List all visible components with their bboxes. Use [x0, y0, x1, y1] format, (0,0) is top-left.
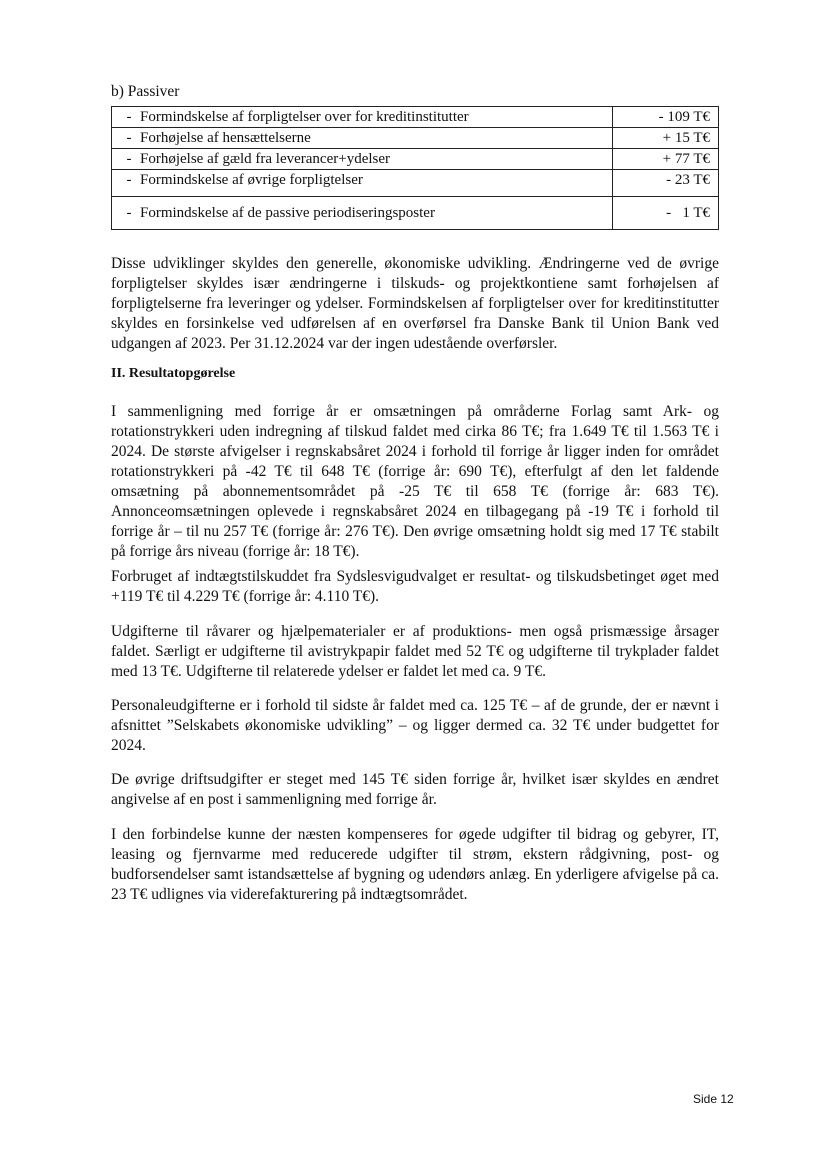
section-heading-resultatopgoerelse: II. Resultatopgørelse [111, 366, 236, 381]
table-cell-value: - 23 T€ [613, 170, 719, 197]
bullet-dash: - [126, 172, 132, 188]
paragraph-subsidy: Forbruget af indtægtstilskuddet fra Sydslesvigudvalget er resultat- og tilskudsbetinget øget med +119 T€ til 4.229 T€ (forrige år: 4.110 T€). [111, 568, 719, 605]
paragraph-revenue: I sammenligning med forrige år er omsætningen på områderne Forlag samt Ark- og rotationstrykkeri uden indregning af tilskud faldet med cirka 86 T€; fra 1.649 T€ til 1.563 T€ i 2024. De største afvigelser i regnskabsåret 2024 i forhold til forrige år ligger inden for området rotationstrykkeri på -42 T€ til 648 T€ (forrige år: 690 T€), efterfulgt af den let faldende omsætning på abonnementsområdet på -25 T€ til 658 T€ (forrige år: 683 T€). Annonceomsætningen oplevede i regnskabsåret 2024 en tilbagegang på -19 T€ i forhold til forrige år – til nu 257 T€ (forrige år: 276 T€). Den øvrige omsætning holdt sig med 17 T€ stabilt på forrige års niveau (forrige år: 18 T€). [111, 403, 719, 560]
paragraph-personnel: Personaleudgifterne er i forhold til sidste år faldet med ca. 125 T€ – af de grunde, der er nævnt i afsnittet ”Selskabets økonomiske udvikling” – og ligger dermed ca. 32 T€ under budgettet for 2024. [111, 697, 719, 754]
paragraph-compensation: I den forbindelse kunne der næsten kompenseres for øgede udgifter til bidrag og gebyrer, IT, leasing og fjernvarme med reducerede udgifter til strøm, ekstern rådgivning, post- og budforsendelser samt istandsættelse af bygning og udendørs anlæg. En yderligere afvigelse på ca. 23 T€ udlignes via viderefakturering på indtægtsområdet. [111, 826, 719, 903]
bullet-dash: - [126, 130, 132, 146]
page-number: Side 12 [693, 1092, 734, 1106]
table-row [112, 149, 719, 170]
passiver-table [111, 106, 719, 230]
section-label-passiver: b) Passiver [111, 83, 180, 100]
row-label: Formindskelse af forpligtelser over for kreditinstitutter [140, 109, 469, 125]
bullet-dash: - [126, 109, 132, 125]
table-cell-value: - 1 T€ [613, 197, 719, 230]
table-row [112, 107, 719, 128]
bullet-dash: - [126, 151, 132, 167]
table-cell-label [112, 170, 613, 197]
row-label: Forhøjelse af gæld fra leverancer+ydelser [140, 151, 391, 167]
table-cell-label [112, 107, 613, 128]
table-cell-label [112, 128, 613, 149]
table-cell-value: + 15 T€ [613, 128, 719, 149]
table-row [112, 197, 719, 230]
row-label: Formindskelse af de passive periodiseringsposter [140, 205, 435, 221]
table-row [112, 170, 719, 197]
row-label: Forhøjelse af hensættelserne [140, 130, 311, 146]
paragraph-operating-costs: De øvrige driftsudgifter er steget med 145 T€ siden forrige år, hvilket især skyldes en ændret angivelse af en post i sammenligning med forrige år. [111, 771, 719, 808]
paragraph-development: Disse udviklinger skyldes den generelle, økonomiske udvikling. Ændringerne ved de øvrige forpligtelser skyldes især ændringerne i tilskuds- og projektkontiene samt forhøjelsen af forpligtelserne fra leveringer og ydelser. Formindskelsen af forpligtelser over for kreditinstitutter skyldes en forsinkelse ved udførelsen af en overførsel fra Danske Bank til Union Bank ved udgangen af 2023. Per 31.12.2024 var der ingen udestående overførsler. [111, 255, 719, 352]
bullet-dash: - [126, 205, 132, 221]
paragraph-materials: Udgifterne til råvarer og hjælpematerialer er af produktions- men også prismæssige årsager faldet. Særligt er udgifterne til avistrykpapir faldet med 52 T€ og udgifterne til trykplader faldet med 13 T€. Udgifterne til relaterede ydelser er faldet let med ca. 9 T€. [111, 623, 719, 680]
row-label: Formindskelse af øvrige forpligtelser [140, 172, 363, 188]
table-row [112, 128, 719, 149]
table-cell-value: + 77 T€ [613, 149, 719, 170]
table-cell-label [112, 197, 613, 230]
table-cell-value: - 109 T€ [613, 107, 719, 128]
table-cell-label [112, 149, 613, 170]
